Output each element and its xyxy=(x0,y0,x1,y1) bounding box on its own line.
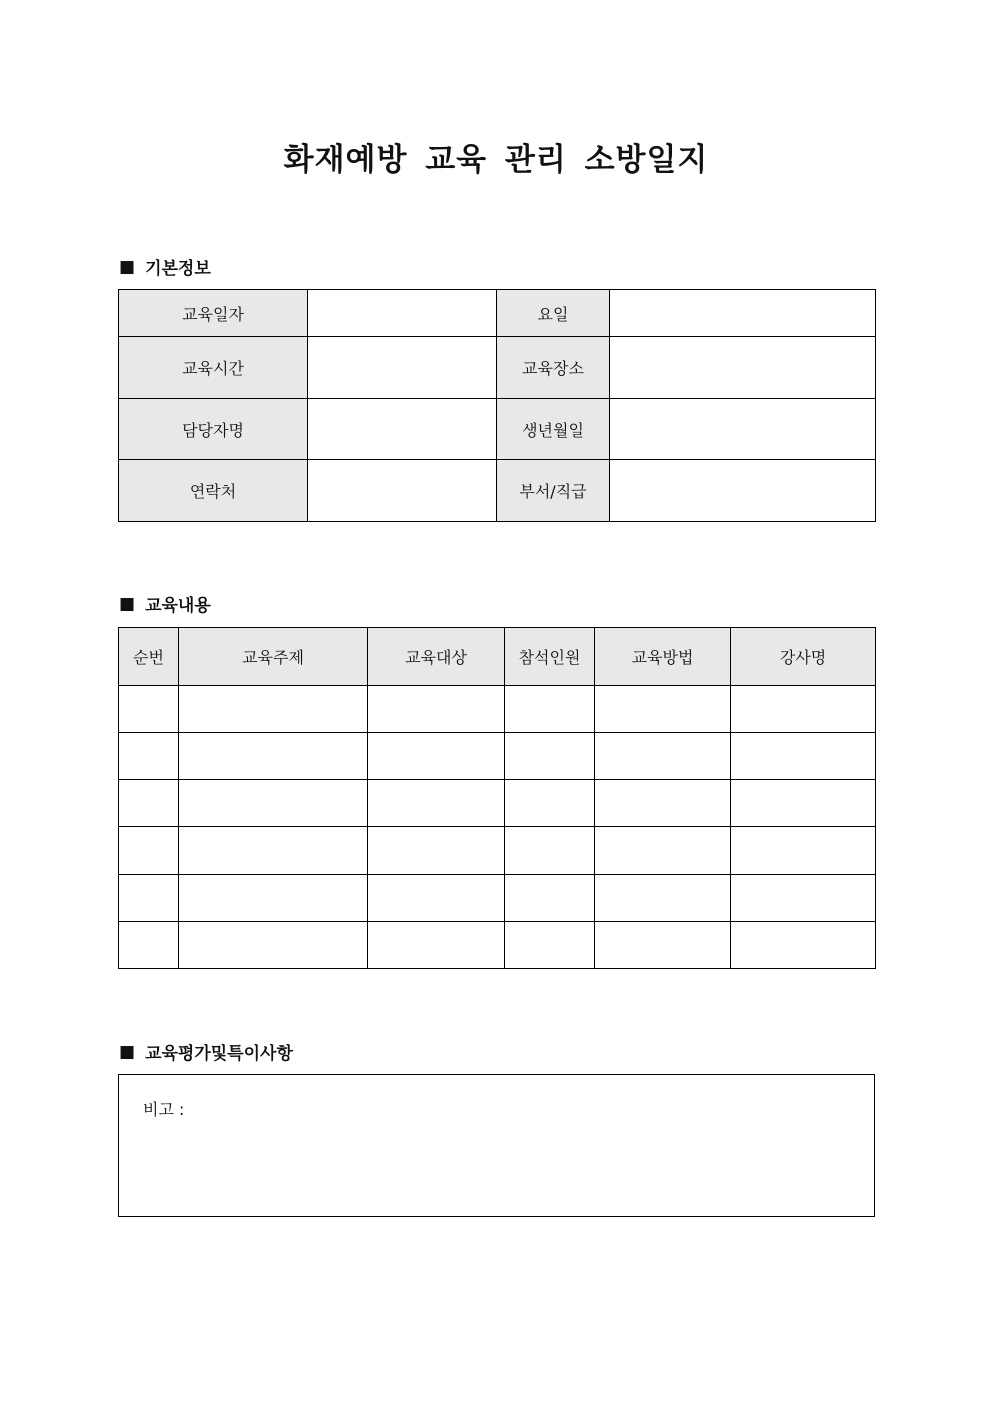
table-cell[interactable] xyxy=(179,827,368,875)
evaluation-heading xyxy=(119,1039,293,1064)
table-cell[interactable] xyxy=(595,827,731,875)
table-row xyxy=(119,922,876,969)
remarks-label: 비고 : xyxy=(143,1100,185,1119)
education-place-label: 교육장소 xyxy=(497,337,610,399)
evaluation-heading-text: 교육평가및특이사항 xyxy=(145,1044,293,1064)
table-cell[interactable] xyxy=(595,875,731,922)
square-bullet-icon: ■ xyxy=(119,1041,136,1062)
col-header-number: 순번 xyxy=(119,628,179,686)
birth-date-label: 생년월일 xyxy=(497,399,610,460)
table-cell[interactable] xyxy=(179,733,368,780)
table-cell[interactable] xyxy=(119,733,179,780)
col-header-method: 교육방법 xyxy=(595,628,731,686)
table-cell[interactable] xyxy=(179,875,368,922)
manager-name-label: 담당자명 xyxy=(119,399,308,460)
basic-info-row xyxy=(119,399,876,460)
table-cell[interactable] xyxy=(179,686,368,733)
education-date-label: 교육일자 xyxy=(119,290,308,337)
basic-info-row xyxy=(119,460,876,522)
birth-date-value[interactable] xyxy=(610,399,876,460)
table-cell[interactable] xyxy=(505,827,595,875)
weekday-value[interactable] xyxy=(610,290,876,337)
contact-label: 연락처 xyxy=(119,460,308,522)
basic-info-table xyxy=(118,289,876,522)
table-cell[interactable] xyxy=(595,780,731,827)
table-cell[interactable] xyxy=(731,922,876,969)
basic-info-row xyxy=(119,290,876,337)
table-cell[interactable] xyxy=(368,922,505,969)
department-position-value[interactable] xyxy=(610,460,876,522)
basic-info-heading xyxy=(119,254,211,279)
table-cell[interactable] xyxy=(505,875,595,922)
table-cell[interactable] xyxy=(119,922,179,969)
table-cell[interactable] xyxy=(368,780,505,827)
weekday-label: 요일 xyxy=(497,290,610,337)
table-row xyxy=(119,733,876,780)
table-cell[interactable] xyxy=(505,686,595,733)
table-cell[interactable] xyxy=(368,875,505,922)
table-cell[interactable] xyxy=(179,922,368,969)
table-row xyxy=(119,827,876,875)
table-cell[interactable] xyxy=(595,733,731,780)
education-place-value[interactable] xyxy=(610,337,876,399)
col-header-target: 교육대상 xyxy=(368,628,505,686)
square-bullet-icon: ■ xyxy=(119,593,136,614)
col-header-topic: 교육주제 xyxy=(179,628,368,686)
col-header-instructor: 강사명 xyxy=(731,628,876,686)
table-cell[interactable] xyxy=(505,733,595,780)
education-time-value[interactable] xyxy=(308,337,497,399)
table-cell[interactable] xyxy=(119,827,179,875)
square-bullet-icon: ■ xyxy=(119,256,136,277)
content-table xyxy=(118,627,876,969)
content-heading-text: 교육내용 xyxy=(145,596,211,616)
col-header-attendees: 참석인원 xyxy=(505,628,595,686)
education-date-value[interactable] xyxy=(308,290,497,337)
table-cell[interactable] xyxy=(595,922,731,969)
table-cell[interactable] xyxy=(505,780,595,827)
remarks-box[interactable] xyxy=(118,1074,875,1217)
content-header-row xyxy=(119,628,876,686)
education-time-label: 교육시간 xyxy=(119,337,308,399)
basic-info-heading-text: 기본정보 xyxy=(145,259,211,279)
basic-info-row xyxy=(119,337,876,399)
table-cell[interactable] xyxy=(731,780,876,827)
table-row xyxy=(119,686,876,733)
content-heading xyxy=(119,591,211,616)
table-cell[interactable] xyxy=(731,827,876,875)
table-row xyxy=(119,780,876,827)
page-title: 화재예방 교육 관리 소방일지 xyxy=(283,142,709,178)
table-row xyxy=(119,875,876,922)
table-cell[interactable] xyxy=(179,780,368,827)
table-cell[interactable] xyxy=(368,733,505,780)
table-cell[interactable] xyxy=(731,875,876,922)
department-position-label: 부서/직급 xyxy=(497,460,610,522)
table-cell[interactable] xyxy=(119,780,179,827)
table-cell[interactable] xyxy=(505,922,595,969)
table-cell[interactable] xyxy=(368,827,505,875)
table-cell[interactable] xyxy=(368,686,505,733)
table-cell[interactable] xyxy=(731,686,876,733)
table-cell[interactable] xyxy=(119,875,179,922)
table-cell[interactable] xyxy=(731,733,876,780)
manager-name-value[interactable] xyxy=(308,399,497,460)
contact-value[interactable] xyxy=(308,460,497,522)
table-cell[interactable] xyxy=(119,686,179,733)
table-cell[interactable] xyxy=(595,686,731,733)
